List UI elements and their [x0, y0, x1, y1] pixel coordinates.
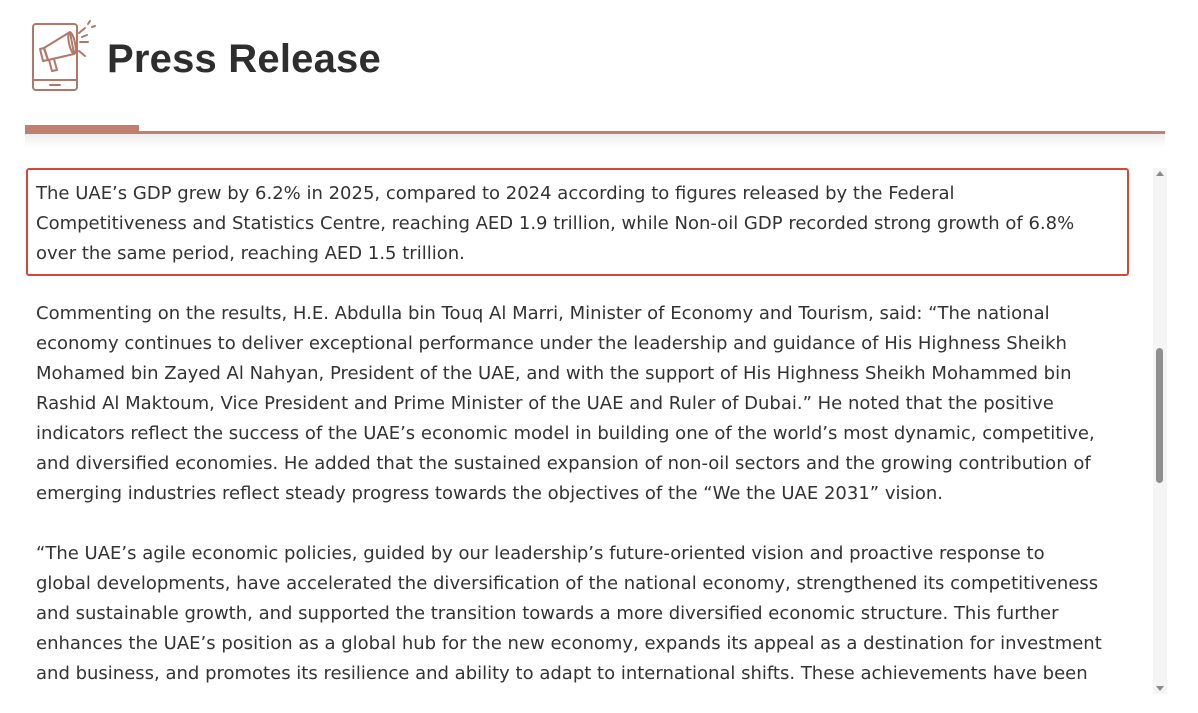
- summary-paragraph: [36, 179, 1140, 269]
- scrollbar-thumb[interactable]: [1156, 348, 1163, 483]
- paragraph-line: global developments, have accelerated the diversification of the national economy, strengthened its competitiveness: [36, 573, 1099, 594]
- megaphone-tablet-icon: [30, 18, 102, 94]
- paragraph-line: economy continues to deliver exceptional performance under the leadership and guidance of His Highness Sheikh: [36, 333, 1067, 354]
- title-divider-accent: [25, 125, 139, 134]
- press-release-body: [0, 168, 1150, 713]
- paragraph-line: Rashid Al Maktoum, Vice President and Prime Minister of the UAE and Ruler of Dubai.” He noted that the positive: [36, 393, 1054, 414]
- page-title: Press Release: [107, 37, 381, 81]
- paragraph-line: indicators reflect the success of the UAE’s economic model in building one of the world’s most dynamic, competitive,: [36, 423, 1095, 444]
- paragraph-line: over the same period, reaching AED 1.5 trillion.: [36, 243, 465, 264]
- vertical-scrollbar[interactable]: [1153, 168, 1167, 694]
- paragraph-line: The UAE’s GDP grew by 6.2% in 2025, compared to 2024 according to figures released by the Federal: [36, 183, 955, 204]
- paragraph-line: and business, and promotes its resilience and ability to adapt to international shifts. These achievements have been: [36, 663, 1088, 684]
- paragraph-line: and sustainable growth, and supported the transition towards a more diversified economic structure. This further: [36, 603, 1059, 624]
- policy-quote-paragraph: [36, 539, 1140, 689]
- paragraph-line: “The UAE’s agile economic policies, guided by our leadership’s future-oriented vision and proactive response to: [36, 543, 1045, 564]
- header-shadow: [25, 134, 1165, 148]
- minister-comment-paragraph: [36, 299, 1140, 509]
- page-header: [0, 0, 1198, 135]
- paragraph-line: Competitiveness and Statistics Centre, reaching AED 1.9 trillion, while Non-oil GDP recorded strong growth of 6.8%: [36, 213, 1075, 234]
- paragraph-line: Mohamed bin Zayed Al Nahyan, President of the UAE, and with the support of His Highness Sheikh Mohammed bin: [36, 363, 1072, 384]
- paragraph-line: emerging industries reflect steady progress towards the objectives of the “We the UAE 2031” vision.: [36, 483, 943, 504]
- paragraph-line: enhances the UAE’s position as a global hub for the new economy, expands its appeal as a destination for investment: [36, 633, 1102, 654]
- scroll-up-arrow-icon[interactable]: [1156, 171, 1164, 176]
- scroll-down-arrow-icon[interactable]: [1156, 686, 1164, 691]
- paragraph-line: and diversified economies. He added that the sustained expansion of non-oil sectors and the growing contribution of: [36, 453, 1091, 474]
- paragraph-line: Commenting on the results, H.E. Abdulla bin Touq Al Marri, Minister of Economy and Tourism, said: “The national: [36, 303, 1050, 324]
